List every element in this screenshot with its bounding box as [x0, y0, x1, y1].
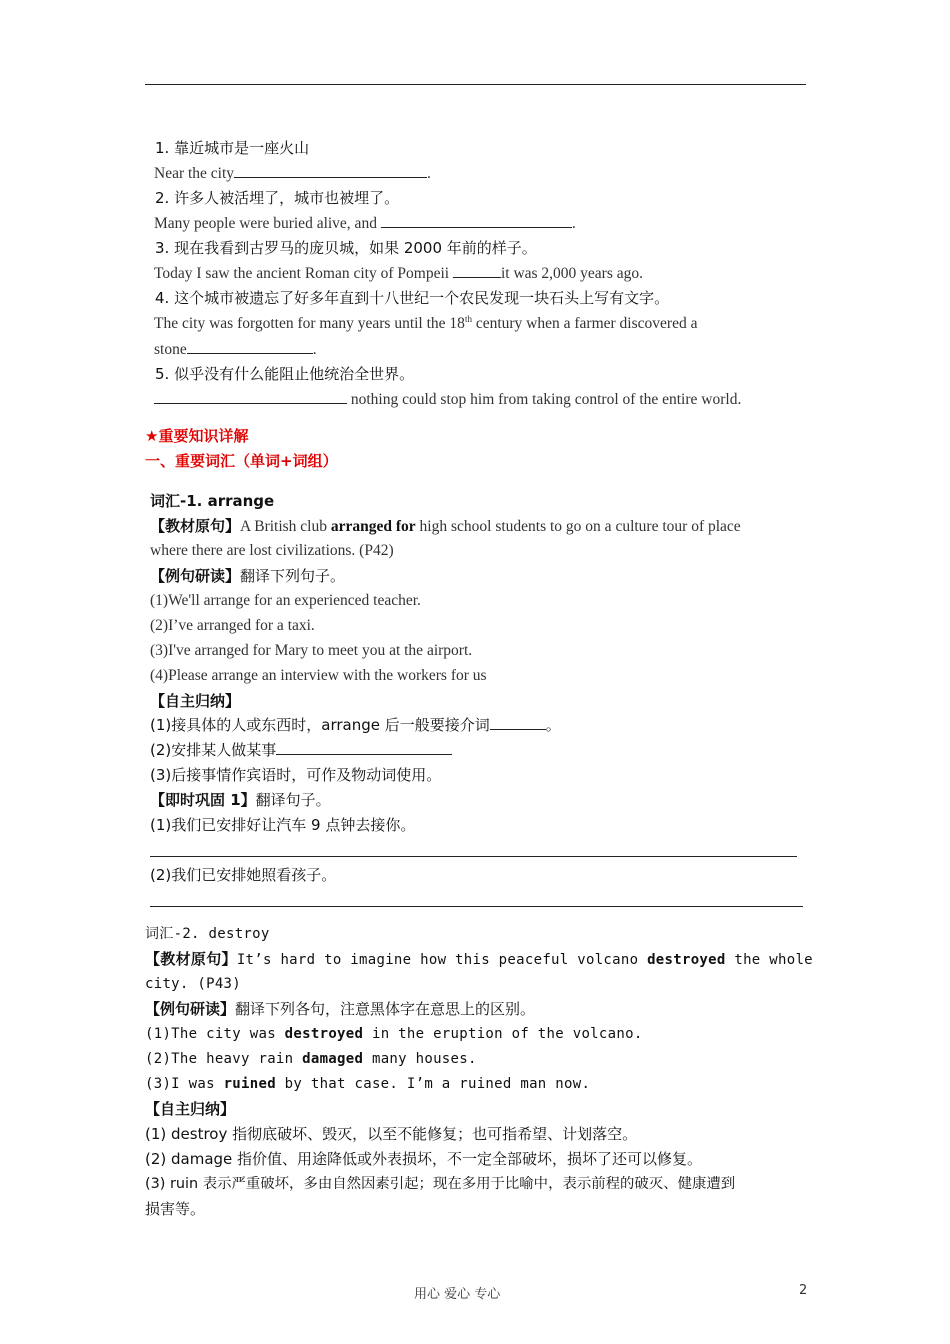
section-sub-title: 一、重要词汇（单词+词组）: [145, 452, 338, 470]
s2-chinese: 2. 许多人被活埋了，城市也被埋了。: [155, 189, 400, 207]
answer-line-2[interactable]: [150, 906, 803, 907]
vocab2-summary-2: (2) damage 指价值、用途降低或外表损坏，不一定全部破坏，损坏了还可以修复。: [145, 1150, 703, 1168]
vocab1-orig-a: A British club: [240, 518, 331, 535]
s4-english: [154, 314, 697, 334]
vocab1-sum2-text: (2)安排某人做某事: [150, 741, 277, 759]
vocab2-ex2-b: many houses.: [363, 1051, 477, 1067]
s3-blank[interactable]: [453, 263, 501, 278]
s4-english-a: The city was forgotten for many years until the 18: [154, 315, 465, 332]
vocab2-summary-3-cont: 损害等。: [145, 1200, 206, 1218]
page-number: 2: [799, 1283, 808, 1298]
vocab2-ex1-a: (1)The city was: [145, 1026, 285, 1042]
vocab1-study-text: 翻译下列句子。: [240, 567, 346, 585]
s1-english-text: Near the city: [154, 165, 235, 182]
s4-chinese: 4. 这个城市被遗忘了好多年直到十八世纪一个农民发现一块石头上写有文字。: [155, 289, 670, 307]
vocab1-original: [150, 516, 741, 537]
vocab1-original-line2: where there are lost civilizations. (P42): [150, 542, 394, 559]
vocab1-practice-2: (2)我们已安排她照看孩子。: [150, 866, 337, 884]
vocab1-example-2: (2)I’ve arranged for a taxi.: [150, 617, 315, 634]
vocab2-summary-3: (3) ruin 表示严重破坏，多由自然因素引起；现在多用于比喻中，表示前程的破灭、健康遭到: [145, 1176, 736, 1192]
vocab2-ex3-a: (3)I was: [145, 1076, 224, 1092]
s5-english: [154, 389, 741, 410]
vocab1-study: [150, 566, 345, 586]
vocab1-study-label: 【例句研读】: [150, 567, 241, 585]
vocab1-orig-label: 【教材原句】: [150, 517, 241, 535]
s3-english-a: Today I saw the ancient Roman city of Pompeii: [154, 265, 450, 282]
s4-blank[interactable]: [187, 339, 313, 354]
vocab2-title: 词汇-2. destroy: [145, 926, 270, 942]
s2-end: .: [571, 215, 576, 232]
section-star-title: ★重要知识详解: [145, 427, 249, 445]
vocab1-orig-bold: arranged for: [330, 518, 416, 535]
s5-chinese: 5. 似乎没有什么能阻止他统治全世界。: [155, 365, 415, 383]
s4-english-b: century when a farmer discovered a: [471, 315, 698, 332]
vocab2-ex2-bold: damaged: [302, 1051, 364, 1067]
s1-end: .: [427, 165, 431, 182]
s1-blank[interactable]: [234, 163, 427, 178]
vocab1-sum1-blank[interactable]: [490, 715, 546, 730]
vocab2-original-line2: city. (P43): [145, 976, 242, 992]
vocab2-study-label: 【例句研读】: [145, 1000, 236, 1018]
vocab1-practice-label: 【即时巩固 1】: [150, 791, 256, 809]
vocab2-orig-label: 【教材原句】: [145, 950, 237, 968]
vocab2-example-3: [145, 1074, 590, 1094]
s3-english-b: it was 2,000 years ago.: [500, 265, 644, 282]
s5-blank[interactable]: [154, 389, 347, 404]
vocab2-study: [145, 999, 535, 1019]
vocab2-original: [145, 949, 813, 970]
s2-english: [154, 213, 576, 234]
vocab1-orig-b: high school students to go on a culture tour of place: [415, 518, 741, 535]
header-rule: [145, 84, 806, 85]
vocab1-summary-1: [150, 715, 561, 735]
vocab2-example-1: [145, 1024, 643, 1044]
s3-chinese: 3. 现在我看到古罗马的庞贝城，如果 2000 年前的样子。: [155, 239, 537, 257]
s1-chinese: 1. 靠近城市是一座火山: [155, 139, 310, 157]
vocab1-example-3: (3)I've arranged for Mary to meet you at the airport.: [150, 642, 473, 659]
s3-english: [154, 263, 643, 284]
s2-english-text: Many people were buried alive, and: [154, 215, 377, 232]
vocab2-orig-a: It’s hard to imagine how this peaceful volcano: [236, 952, 648, 968]
vocab1-practice-text: 翻译句子。: [255, 791, 331, 809]
vocab1-summary-3: (3)后接事情作宾语时，可作及物动词使用。: [150, 766, 442, 784]
vocab2-ex3-bold: ruined: [223, 1076, 276, 1092]
vocab1-summary-2: [150, 740, 452, 760]
vocab2-study-text: 翻译下列各句，注意黑体字在意思上的区别。: [235, 1000, 536, 1018]
vocab2-ex2-a: (2)The heavy rain: [145, 1051, 303, 1067]
vocab2-summary-label: 【自主归纳】: [145, 1100, 236, 1118]
vocab2-example-2: [145, 1049, 477, 1069]
vocab1-sum1-end: 。: [545, 716, 561, 734]
vocab2-summary-1: (1) destroy 指彻底破坏、毁灭，以至不能修复；也可指希望、计划落空。: [145, 1125, 638, 1143]
s5-english-text: nothing could stop him from taking control of the entire world.: [350, 391, 742, 408]
vocab1-example-4: (4)Please arrange an interview with the workers for us: [150, 667, 487, 684]
vocab1-summary-label: 【自主归纳】: [150, 692, 241, 710]
answer-line-1[interactable]: [150, 856, 797, 857]
footer-motto: 用心 爱心 专心: [414, 1287, 501, 1302]
vocab2-orig-bold: destroyed: [647, 952, 726, 968]
s1-english: [154, 163, 431, 184]
s4-english2: stone: [154, 341, 187, 358]
vocab1-title: 词汇-1. arrange: [150, 492, 275, 510]
vocab1-practice-1: (1)我们已安排好让汽车 9 点钟去接你。: [150, 816, 416, 834]
vocab2-ex3-b: by that case. I’m a ruined man now.: [275, 1076, 591, 1092]
s2-blank[interactable]: [381, 213, 572, 228]
vocab2-ex1-b: in the eruption of the volcano.: [363, 1026, 643, 1042]
vocab2-ex1-bold: destroyed: [284, 1026, 364, 1042]
vocab1-sum1-text: (1)接具体的人或东西时，arrange 后一般要接介词: [150, 716, 490, 734]
vocab1-sum2-blank[interactable]: [276, 740, 452, 755]
s4-end: .: [312, 341, 317, 358]
s4-superscript: th: [464, 313, 472, 324]
vocab1-example-1: (1)We'll arrange for an experienced teacher.: [150, 592, 421, 609]
vocab2-orig-b: the whole: [725, 952, 813, 968]
s4-english-line2: [154, 339, 317, 360]
vocab1-practice: [150, 790, 331, 810]
